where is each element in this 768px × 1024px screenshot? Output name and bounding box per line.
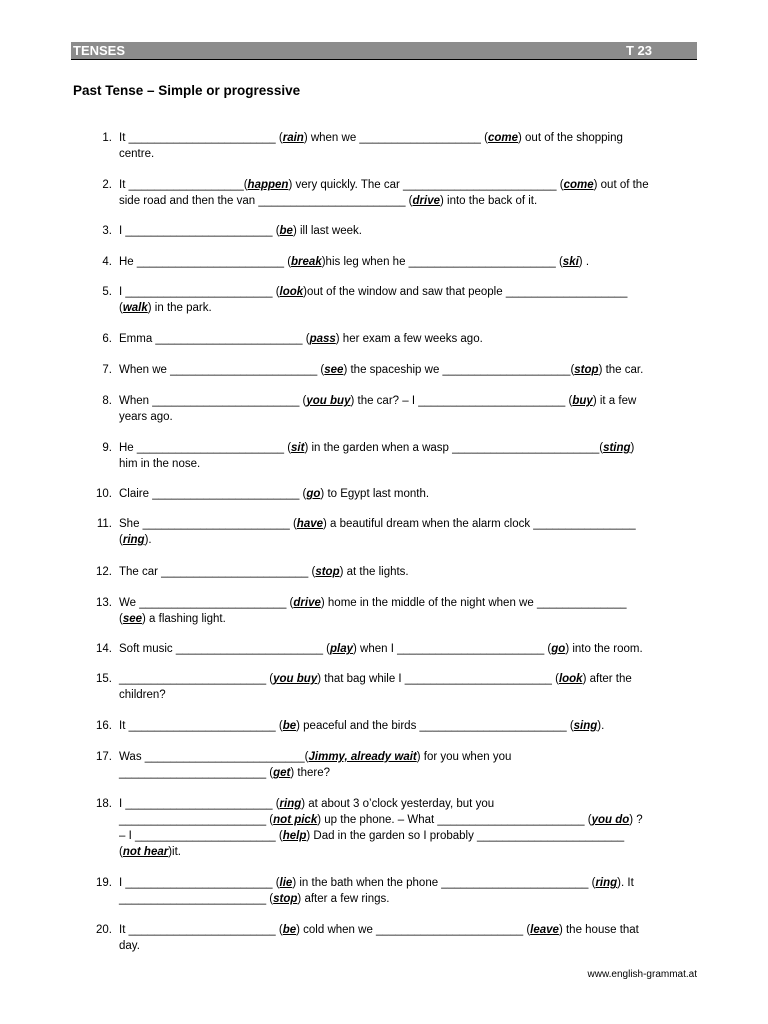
sentence-text: ) for you when you <box>416 751 512 763</box>
sentence-text: ) out of the shopping <box>518 132 623 144</box>
verb-prompt: get <box>273 767 291 779</box>
sentence-text: years ago. <box>119 411 173 423</box>
sentence-text: ) cold when we _______________________ ( <box>296 924 531 936</box>
verb-prompt: break <box>291 256 322 268</box>
verb-prompt: ring <box>122 534 145 546</box>
sentence-text: ). <box>597 720 605 732</box>
verb-prompt: you buy <box>273 673 318 685</box>
sentence-text: ). <box>144 534 152 546</box>
sentence-text: ) peaceful and the birds _______________________ ( <box>296 720 574 732</box>
exercise-text <box>119 440 697 472</box>
exercise-line <box>119 595 697 611</box>
exercise-line <box>119 393 697 409</box>
exercise-number: 2. <box>102 179 112 191</box>
sentence-text: )out of the window and saw that people ___________________ <box>303 286 628 298</box>
sentence-text: ) when I _______________________ ( <box>353 643 552 655</box>
sentence-text: ) into the room. <box>565 643 643 655</box>
verb-prompt: ski <box>562 256 579 268</box>
exercise-text <box>119 130 697 162</box>
exercise-number: 9. <box>102 442 112 454</box>
exercise-line <box>119 938 697 954</box>
sentence-text: ( <box>119 613 123 625</box>
exercise-number: 10. <box>96 488 112 500</box>
verb-prompt: see <box>122 613 143 625</box>
sentence-text: ) after the <box>582 673 632 685</box>
sentence-text: ) up the phone. – What _______________________ ( <box>317 814 592 826</box>
sentence-text: ) the spaceship we ____________________( <box>343 364 575 376</box>
exercise-line <box>119 875 697 891</box>
exercise-number: 11. <box>96 518 112 530</box>
verb-prompt: ring <box>279 798 302 810</box>
exercise-line <box>119 891 697 907</box>
page-title: Past Tense – Simple or progressive <box>73 83 301 98</box>
verb-prompt: buy <box>572 395 593 407</box>
verb-prompt: pass <box>309 333 336 345</box>
verb-prompt: ring <box>595 877 618 889</box>
sentence-text: ) the car. <box>598 364 644 376</box>
verb-prompt: see <box>324 364 344 376</box>
sentence-text: ) at about 3 o’clock yesterday, but you <box>301 798 495 810</box>
sentence-text: It _______________________ ( <box>119 720 283 732</box>
verb-prompt: lie <box>279 877 293 889</box>
sentence-text: – I ______________________ ( <box>119 830 283 842</box>
sentence-text: ) a flashing light. <box>142 613 226 625</box>
sentence-text: ) in the park. <box>147 302 212 314</box>
exercise-line <box>119 300 697 316</box>
verb-prompt: you do <box>591 814 630 826</box>
verb-prompt: sit <box>291 442 305 454</box>
exercise-line <box>119 516 697 532</box>
exercise-number: 13. <box>96 597 112 609</box>
exercise-number: 16. <box>96 720 112 732</box>
sentence-text: side road and then the van _______________________ ( <box>119 195 413 207</box>
sentence-text: We _______________________ ( <box>119 597 294 609</box>
sentence-text: When _______________________ ( <box>119 395 307 407</box>
exercise-line <box>119 362 697 378</box>
verb-prompt: not hear <box>122 846 169 858</box>
sentence-text: When we _______________________ ( <box>119 364 325 376</box>
sentence-text: ) ? <box>629 814 643 826</box>
exercise-number: 17. <box>96 751 112 763</box>
verb-prompt: happen <box>247 179 289 191</box>
exercise-text <box>119 718 697 734</box>
exercise-line <box>119 254 697 270</box>
sentence-text: ) home in the middle of the night when we ______________ <box>320 597 627 609</box>
exercise-line <box>119 284 697 300</box>
sentence-text: _______________________ ( <box>119 814 274 826</box>
sentence-text: ) into the back of it. <box>440 195 538 207</box>
sentence-text: _______________________ ( <box>119 767 274 779</box>
exercise-number: 8. <box>102 395 112 407</box>
sentence-text: The car _______________________ ( <box>119 566 316 578</box>
section-title: TENSES <box>73 43 126 58</box>
exercise-line <box>119 749 697 765</box>
exercise-number: 5. <box>102 286 112 298</box>
exercise-line <box>119 564 697 580</box>
exercise-line <box>119 331 697 347</box>
exercise-number: 7. <box>102 364 112 376</box>
exercise-line <box>119 641 697 657</box>
exercise-line <box>119 812 697 828</box>
verb-prompt: look <box>558 673 583 685</box>
sentence-text: Emma _______________________ ( <box>119 333 310 345</box>
sentence-text: ) after a few rings. <box>297 893 390 905</box>
exercise-line <box>119 828 697 844</box>
verb-prompt: sing <box>573 720 598 732</box>
exercise-line <box>119 440 697 456</box>
exercise-text <box>119 564 697 580</box>
sentence-text: ) in the bath when the phone _______________________ ( <box>292 877 596 889</box>
exercise-line <box>119 409 697 425</box>
exercise-line <box>119 687 697 703</box>
exercise-text <box>119 671 697 703</box>
exercise-text <box>119 875 697 907</box>
verb-prompt: sting <box>603 442 631 454</box>
sentence-text: ) very quickly. The car ________________________ ( <box>288 179 564 191</box>
verb-prompt: be <box>279 225 293 237</box>
sentence-text: )it. <box>168 846 181 858</box>
exercise-number: 20. <box>96 924 112 936</box>
sentence-text: I _______________________ ( <box>119 286 280 298</box>
sentence-text: He _______________________ ( <box>119 256 292 268</box>
exercise-number: 6. <box>102 333 112 345</box>
sentence-text: ) ill last week. <box>292 225 362 237</box>
exercise-line <box>119 456 697 472</box>
exercise-text <box>119 254 697 270</box>
sentence-text: I _______________________ ( <box>119 798 280 810</box>
exercise-line <box>119 922 697 938</box>
verb-prompt: be <box>282 720 297 732</box>
verb-prompt: be <box>282 924 297 936</box>
sentence-text: centre. <box>119 148 155 160</box>
exercise-text <box>119 362 697 378</box>
footer-url: www.english-grammat.at <box>587 969 697 980</box>
verb-prompt: walk <box>122 302 148 314</box>
verb-prompt: come <box>487 132 519 144</box>
exercise-text <box>119 177 697 209</box>
exercise-line <box>119 532 697 548</box>
exercise-line <box>119 146 697 162</box>
exercise-text <box>119 796 697 860</box>
exercise-line <box>119 765 697 781</box>
header-bar <box>71 42 697 60</box>
sentence-text: ) her exam a few weeks ago. <box>335 333 483 345</box>
verb-prompt: go <box>551 643 566 655</box>
sentence-text: ) at the lights. <box>339 566 409 578</box>
verb-prompt: stop <box>574 364 599 376</box>
exercise-text <box>119 595 697 627</box>
sentence-text: ) the house that <box>558 924 639 936</box>
sentence-text: It _______________________ ( <box>119 924 283 936</box>
sentence-text: ) to Egypt last month. <box>320 488 430 500</box>
sentence-text: ) the car? – I _______________________ ( <box>350 395 573 407</box>
exercise-line <box>119 130 697 146</box>
verb-prompt: play <box>330 643 354 655</box>
sentence-text: ) . <box>578 256 590 268</box>
sentence-text: ) <box>630 442 635 454</box>
sentence-text: I _______________________ ( <box>119 225 280 237</box>
verb-prompt: look <box>279 286 304 298</box>
sentence-text: It _______________________ ( <box>119 132 283 144</box>
sentence-text: ( <box>119 534 123 546</box>
exercise-line <box>119 671 697 687</box>
exercise-number: 12. <box>96 566 112 578</box>
verb-prompt: you buy <box>306 395 351 407</box>
sentence-text: ( <box>119 846 123 858</box>
sentence-text: _______________________ ( <box>119 893 274 905</box>
verb-prompt: Jimmy, already wait <box>308 751 417 763</box>
exercise-text <box>119 486 697 502</box>
verb-prompt: not pick <box>273 814 318 826</box>
sentence-text: ). It <box>617 877 634 889</box>
verb-prompt: stop <box>273 893 298 905</box>
sentence-text: She _______________________ ( <box>119 518 297 530</box>
exercise-text <box>119 749 697 781</box>
sentence-text: He _______________________ ( <box>119 442 292 454</box>
sentence-text: It __________________( <box>119 179 248 191</box>
exercise-number: 19. <box>96 877 112 889</box>
sentence-text: day. <box>119 940 140 952</box>
exercise-text <box>119 393 697 425</box>
sentence-text: ) it a few <box>592 395 637 407</box>
sentence-text: ) that bag while I _______________________ ( <box>317 673 559 685</box>
verb-prompt: go <box>306 488 321 500</box>
verb-prompt: drive <box>412 195 441 207</box>
exercise-line <box>119 177 697 193</box>
verb-prompt: stop <box>315 566 340 578</box>
verb-prompt: rain <box>282 132 304 144</box>
sentence-text: Soft music _______________________ ( <box>119 643 331 655</box>
exercise-number: 3. <box>102 225 112 237</box>
sentence-text: I _______________________ ( <box>119 877 280 889</box>
verb-prompt: drive <box>293 597 321 609</box>
exercise-number: 1. <box>102 132 112 144</box>
sentence-text: children? <box>119 689 166 701</box>
verb-prompt: help <box>282 830 307 842</box>
exercise-text <box>119 223 697 239</box>
exercise-line <box>119 193 697 209</box>
sentence-text: Claire _______________________ ( <box>119 488 307 500</box>
exercise-line <box>119 844 697 860</box>
exercise-text <box>119 922 697 954</box>
exercise-number: 18. <box>96 798 112 810</box>
sentence-text: ) Dad in the garden so I probably _______________________ <box>306 830 625 842</box>
sentence-text: ) a beautiful dream when the alarm clock ________________ <box>323 518 636 530</box>
exercise-text <box>119 331 697 347</box>
sentence-text: him in the nose. <box>119 458 201 470</box>
worksheet-code: T 23 <box>626 43 653 58</box>
sentence-text: _______________________ ( <box>119 673 274 685</box>
sentence-text: ( <box>119 302 123 314</box>
exercise-number: 14. <box>96 643 112 655</box>
exercise-line <box>119 718 697 734</box>
sentence-text: ) when we ___________________ ( <box>303 132 488 144</box>
sentence-text: ) in the garden when a wasp _______________________( <box>304 442 604 454</box>
verb-prompt: come <box>563 179 594 191</box>
exercise-line <box>119 486 697 502</box>
verb-prompt: leave <box>530 924 559 936</box>
sentence-text: Was _________________________( <box>119 751 309 763</box>
sentence-text: )his leg when he _______________________ ( <box>321 256 563 268</box>
exercise-line <box>119 223 697 239</box>
sentence-text: ) there? <box>290 767 331 779</box>
exercise-line <box>119 796 697 812</box>
exercise-text <box>119 641 697 657</box>
exercise-text <box>119 284 697 316</box>
exercise-text <box>119 516 697 548</box>
verb-prompt: have <box>296 518 324 530</box>
exercise-number: 4. <box>102 256 112 268</box>
exercise-number: 15. <box>96 673 112 685</box>
sentence-text: ) out of the <box>593 179 649 191</box>
exercise-line <box>119 611 697 627</box>
